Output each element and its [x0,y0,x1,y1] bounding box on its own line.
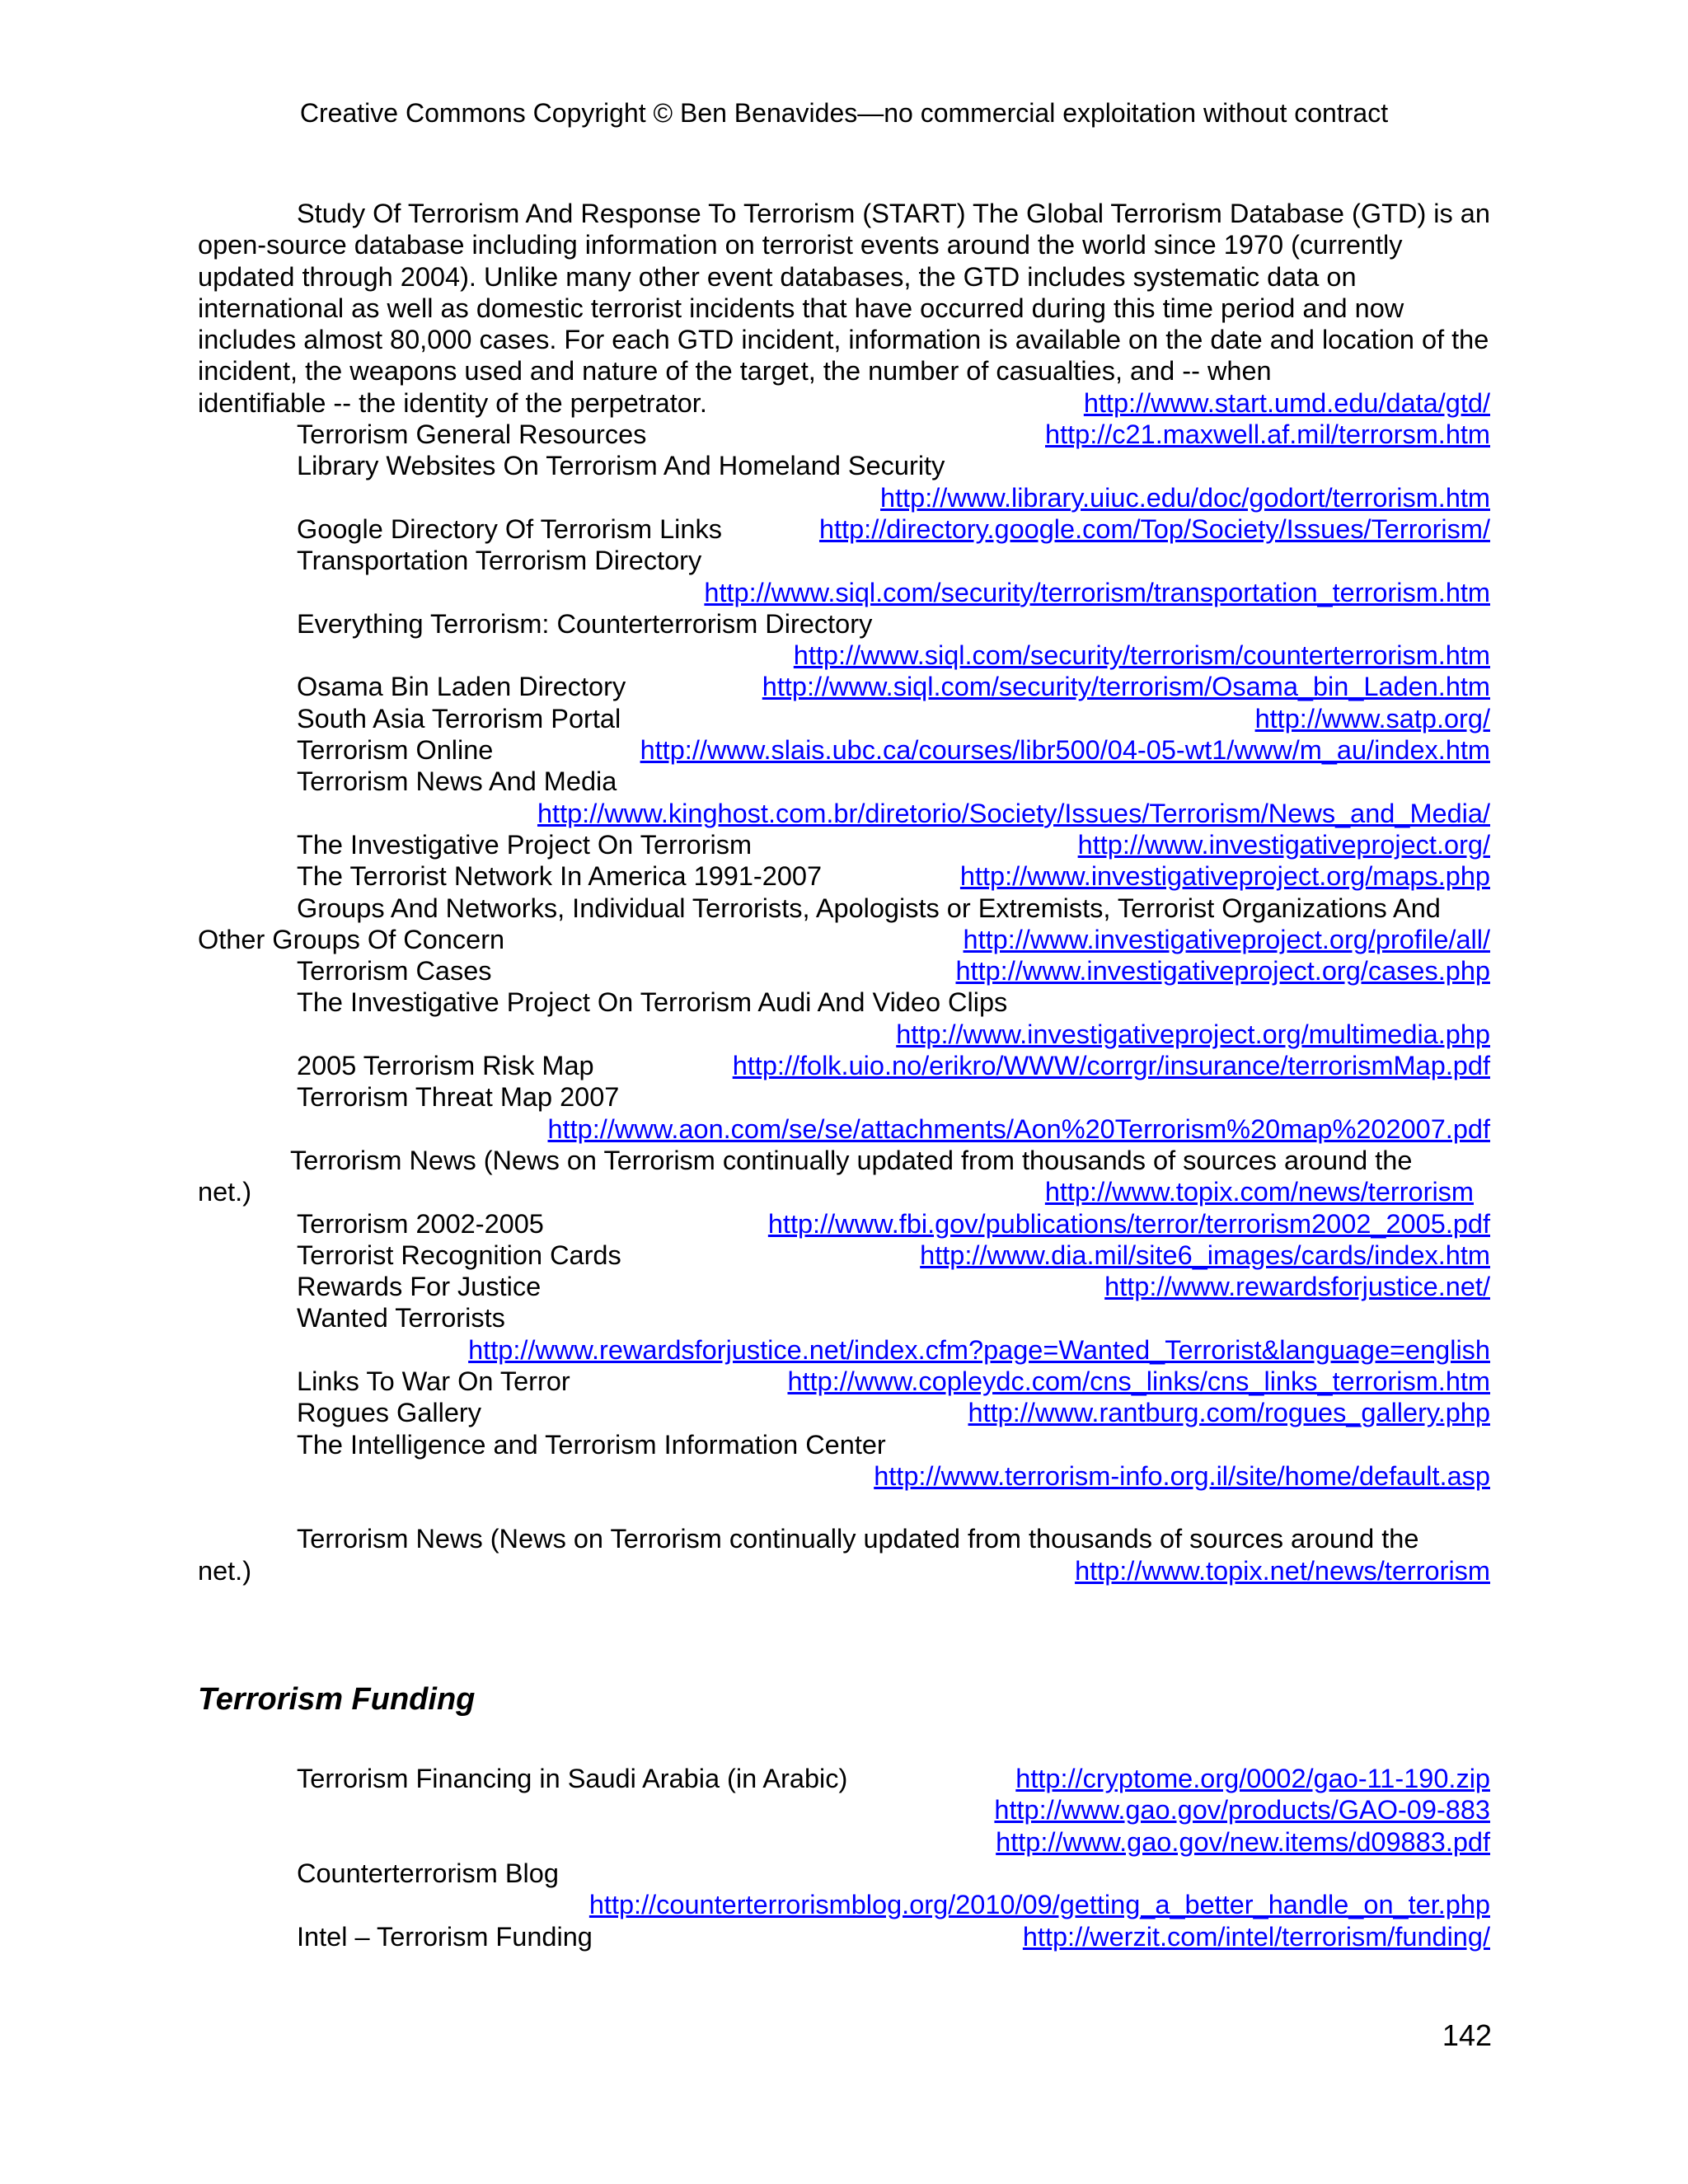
link-risk-map-2005[interactable]: http://folk.uio.no/erikro/WWW/corrgr/insurance/terrorismMap.pdf [732,1051,1490,1081]
entry-transportation-directory: Transportation Terrorism Directory http://www.siql.com/security/terrorism/transportation_terrorism.htm [297,546,1490,607]
link-wanted-terrorists[interactable]: http://www.rewardsforjustice.net/index.cfm?page=Wanted_Terrorist&language=english [468,1334,1490,1365]
link-war-on-terror-links[interactable]: http://www.copleydc.com/cns_links/cns_links_terrorism.htm [787,1366,1490,1396]
link-intel-funding[interactable]: http://werzit.com/intel/terrorism/funding/ [1022,1921,1490,1952]
link-gao-products[interactable]: http://www.gao.gov/products/GAO-09-883 [994,1795,1490,1825]
funding-entry-counterterrorism-blog: Counterterrorism Blog http://counterterrorismblog.org/2010/09/getting_a_better_handle_on_ter.php [297,1858,1490,1920]
link-investigative-project[interactable]: http://www.investigativeproject.org/ [1077,829,1490,860]
entry-rewards-for-justice: Rewards For Justice http://www.rewardsforjustice.net/ [297,1272,1490,1302]
link-audio-video-clips[interactable]: http://www.investigativeproject.org/multimedia.php [896,1019,1490,1049]
link-rewards-for-justice[interactable]: http://www.rewardsforjustice.net/ [1104,1272,1490,1302]
link-intelligence-center[interactable]: http://www.terrorism-info.org.il/site/home/default.asp [874,1460,1490,1491]
link-terrorist-network[interactable]: http://www.investigativeproject.org/maps.php [959,861,1490,892]
entry-terrorism-online: Terrorism Online http://www.slais.ubc.ca/courses/libr500/04-05-wt1/www/m_au/index.htm [297,735,1490,766]
link-news-and-media[interactable]: http://www.kinghost.com.br/diretorio/Society/Issues/Terrorism/News_and_Media/ [537,798,1490,828]
entry-investigative-project: The Investigative Project On Terrorism http://www.investigativeproject.org/ [297,829,1490,860]
entry-news-and-media: Terrorism News And Media http://www.kinghost.com.br/diretorio/Society/Issues/Terrorism/News_and_Media/ [297,766,1490,828]
link-terrorism-2002-2005[interactable]: http://www.fbi.gov/publications/terror/terrorism2002_2005.pdf [767,1208,1490,1239]
link-groups-and-networks[interactable]: http://www.investigativeproject.org/profile/all/ [963,924,1490,954]
entry-war-on-terror-links: Links To War On Terror http://www.copleydc.com/cns_links/cns_links_terrorism.htm [297,1366,1490,1396]
entry-audio-video-clips: The Investigative Project On Terrorism Audi And Video Clips http://www.investigativeproject.org/multimedia.php [297,987,1490,1049]
link-terrorism-news-topix-com[interactable]: http://www.topix.com/news/terrorism [1044,1177,1474,1207]
entry-google-directory: Google Directory Of Terrorism Links http://directory.google.com/Top/Society/Issues/Terrorism/ [297,513,1490,544]
link-terrorism-online[interactable]: http://www.slais.ubc.ca/courses/libr500/04-05-wt1/www/m_au/index.htm [640,735,1490,766]
entry-terrorist-network: The Terrorist Network In America 1991-2007 http://www.investigativeproject.org/maps.php [297,861,1490,892]
entry-recognition-cards: Terrorist Recognition Cards http://www.dia.mil/site6_images/cards/index.htm [297,1240,1490,1270]
entry-osama-directory: Osama Bin Laden Directory http://www.siql.com/security/terrorism/Osama_bin_Laden.htm [297,672,1490,702]
entry-south-asia-portal: South Asia Terrorism Portal http://www.satp.org/ [297,703,1490,733]
link-transportation-directory[interactable]: http://www.siql.com/security/terrorism/transportation_terrorism.htm [704,577,1490,607]
entry-terrorism-2002-2005: Terrorism 2002-2005 http://www.fbi.gov/publications/terror/terrorism2002_2005.pdf [297,1208,1490,1239]
entry-terrorism-news-topix-net: Terrorism News (News on Terrorism continually updated from thousands of sources around the net.) http://www.topix.net/news/terrorism [198,1524,1490,1586]
link-south-asia-portal[interactable]: http://www.satp.org/ [1254,703,1490,733]
entry-risk-map-2005: 2005 Terrorism Risk Map http://folk.uio.no/erikro/WWW/corrgr/insurance/terrorismMap.pdf [297,1051,1490,1081]
entry-counterterrorism-directory: Everything Terrorism: Counterterrorism Directory http://www.siql.com/security/terrorism/counterterrorism.htm [297,608,1490,671]
link-gtd[interactable]: http://www.start.umd.edu/data/gtd/ [1083,387,1490,418]
entry-library-websites: Library Websites On Terrorism And Homeland Security http://www.library.uiuc.edu/doc/godort/terrorism.htm [297,451,1490,513]
link-recognition-cards[interactable]: http://www.dia.mil/site6_images/cards/index.htm [920,1240,1490,1270]
link-counterterrorism-directory[interactable]: http://www.siql.com/security/terrorism/counterterrorism.htm [793,640,1490,671]
page-header: Creative Commons Copyright © Ben Benavides—no commercial exploitation without contract [299,98,1389,128]
entry-general-resources: Terrorism General Resources http://c21.maxwell.af.mil/terrorsm.htm [297,419,1490,450]
link-terrorism-news-topix-net[interactable]: http://www.topix.net/news/terrorism [1075,1555,1490,1586]
entry-threat-map-2007: Terrorism Threat Map 2007 http://www.aon.com/se/se/attachments/Aon%20Terrorism%20map%202007.pdf [297,1082,1490,1144]
funding-entry-saudi-arabia: Terrorism Financing in Saudi Arabia (in Arabic) http://cryptome.org/0002/gao-11-190.zip http://www.gao.gov/products/GAO-09-883 http://www.gao.gov/new.items/d09883.pdf [297,1764,1490,1857]
entry-groups-and-networks: Groups And Networks, Individual Terrorists, Apologists or Extremists, Terrorist Organizations And Other Groups Of Concern http://www.investigativeproject.org/profile/all/ [198,893,1490,954]
funding-entry-intel: Intel – Terrorism Funding http://werzit.com/intel/terrorism/funding/ [297,1921,1490,1952]
entry-wanted-terrorists: Wanted Terrorists http://www.rewardsforjustice.net/index.cfm?page=Wanted_Terrorist&language=english [297,1303,1490,1365]
link-cryptome-gao[interactable]: http://cryptome.org/0002/gao-11-190.zip [1015,1764,1490,1794]
entry-intelligence-center: The Intelligence and Terrorism Information Center http://www.terrorism-info.org.il/site/home/default.asp [297,1429,1490,1491]
link-threat-map-2007[interactable]: http://www.aon.com/se/se/attachments/Aon%20Terrorism%20map%202007.pdf [547,1113,1490,1144]
intro-last-line: identifiable -- the identity of the perpetrator. [198,387,707,418]
intro-text: Study Of Terrorism And Response To Terrorism (START) The Global Terrorism Database (GTD) is an open-source database including information on terrorist events around the world since 1970 (currently updated through 2004). Unlike many other event databases, the GTD includes systematic data on international as well as domestic terrorist incidents that have occurred during this time period and now includes almost 80,000 cases. For each GTD incident, information is available on the date and location of the incident, the weapons used and nature of the target, the number of casualties, and -- when [198,199,1490,387]
page-number: 142 [1442,2018,1492,2052]
link-google-directory[interactable]: http://directory.google.com/Top/Society/Issues/Terrorism/ [818,513,1490,544]
link-gao-pdf[interactable]: http://www.gao.gov/new.items/d09883.pdf [996,1826,1490,1857]
link-library-websites[interactable]: http://www.library.uiuc.edu/doc/godort/terrorism.htm [880,482,1490,513]
section-title-terrorism-funding: Terrorism Funding [198,1682,476,1718]
document-body [198,198,1490,1952]
link-counterterrorism-blog[interactable]: http://counterterrorismblog.org/2010/09/getting_a_better_handle_on_ter.php [588,1890,1490,1920]
entry-terrorism-news-topix-com: Terrorism News (News on Terrorism continually updated from thousands of sources around the net.) http://www.topix.com/news/terrorism [198,1145,1474,1207]
link-terrorism-cases[interactable]: http://www.investigativeproject.org/cases.php [955,956,1490,987]
entry-terrorism-cases: Terrorism Cases http://www.investigativeproject.org/cases.php [297,956,1490,987]
link-rogues-gallery[interactable]: http://www.rantburg.com/rogues_gallery.php [968,1398,1490,1428]
entry-rogues-gallery: Rogues Gallery http://www.rantburg.com/rogues_gallery.php [297,1398,1490,1428]
link-osama-directory[interactable]: http://www.siql.com/security/terrorism/Osama_bin_Laden.htm [762,672,1490,702]
link-general-resources[interactable]: http://c21.maxwell.af.mil/terrorsm.htm [1045,419,1490,450]
intro-paragraph [198,198,1490,419]
